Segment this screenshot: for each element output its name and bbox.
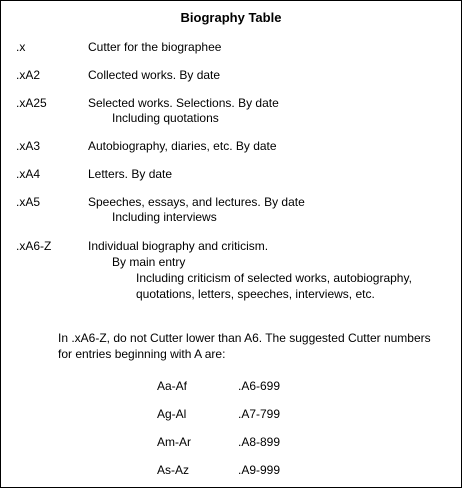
- entry-code: .xA6-Z: [16, 239, 52, 253]
- letter-range: Am-Ar: [157, 435, 191, 449]
- entry-subnote-detail: Including criticism of selected works, autobiography, quotations, letters, speeches, interviews, etc.: [136, 271, 412, 301]
- entry-code: .xA25: [16, 96, 47, 110]
- letter-range: Ag-Al: [157, 407, 187, 421]
- entry-subnote: Including quotations: [112, 111, 219, 125]
- entry-description: Autobiography, diaries, etc. By date: [88, 139, 277, 153]
- entry-subnote: Including interviews: [112, 210, 217, 224]
- letter-range: As-Az: [157, 463, 190, 477]
- entry-code: .xA4: [16, 167, 41, 181]
- entry-description: Selected works. Selections. By date: [88, 96, 279, 110]
- entry-description: Speeches, essays, and lectures. By date: [88, 195, 305, 209]
- entry-description: Individual biography and criticism.: [88, 239, 269, 253]
- entry-code: .xA2: [16, 68, 41, 82]
- entry-description: Collected works. By date: [88, 68, 221, 82]
- cutter-number: .A9-999: [238, 463, 281, 477]
- entry-description: Cutter for the biographee: [88, 40, 222, 54]
- cutter-number: .A8-899: [238, 435, 281, 449]
- entry-description: Letters. By date: [88, 167, 173, 181]
- letter-range: Aa-Af: [157, 379, 188, 393]
- cutter-number: .A7-799: [238, 407, 281, 421]
- entry-code: .x: [16, 40, 26, 54]
- entry-subnote: By main entry: [112, 255, 186, 269]
- entry-code: .xA5: [16, 195, 41, 209]
- cutter-note: In .xA6-Z, do not Cutter lower than A6. The suggested Cutter numbers for entries beginning with A are:: [58, 331, 431, 361]
- cutter-number: .A6-699: [238, 379, 281, 393]
- page-title: Biography Table: [180, 10, 282, 25]
- entry-code: .xA3: [16, 139, 41, 153]
